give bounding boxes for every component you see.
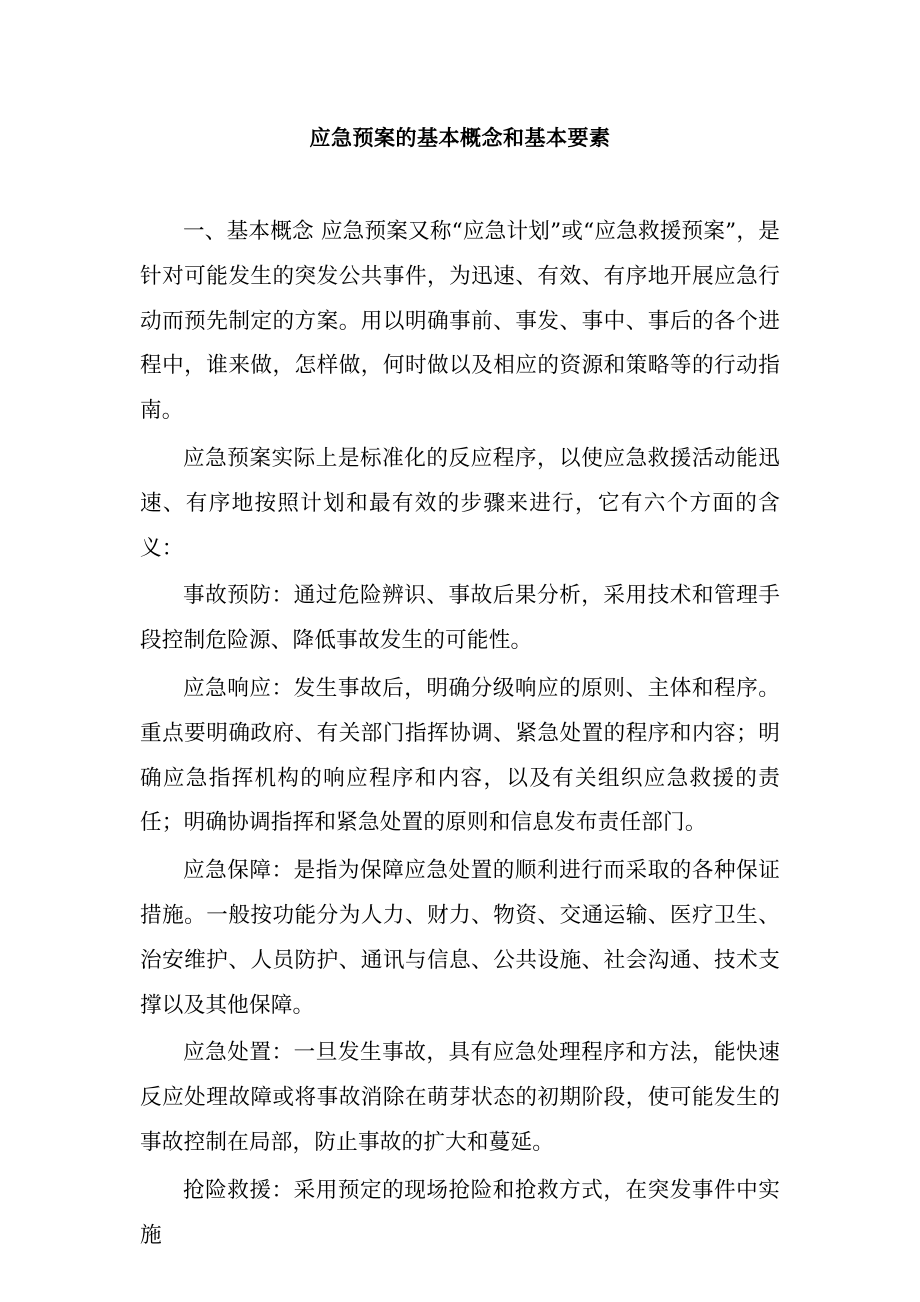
paragraph-emergency-support: 应急保障：是指为保障应急处置的顺利进行而采取的各种保证措施。一般按功能分为人力、财力、物资、交通运输、医疗卫生、治安维护、人员防护、通讯与信息、公共设施、社会沟通、技术支撑以及其他保障。 bbox=[140, 858, 780, 1018]
paragraph-standard-procedure: 应急预案实际上是标准化的反应程序，以使应急救援活动能迅速、有序地按照计划和最有效的步骤来进行，它有六个方面的含义： bbox=[140, 445, 780, 561]
document-body bbox=[140, 210, 780, 1261]
document-title: 应急预案的基本概念和基本要素 bbox=[309, 125, 611, 150]
paragraph-emergency-response: 应急响应：发生事故后，明确分级响应的原则、主体和程序。重点要明确政府、有关部门指挥协调、紧急处置的程序和内容；明确应急指挥机构的响应程序和内容，以及有关组织应急救援的责任；明确协调指挥和紧急处置的原则和信息发布责任部门。 bbox=[140, 675, 780, 836]
paragraph-accident-prevention: 事故预防：通过危险辨识、事故后果分析，采用技术和管理手段控制危险源、降低事故发生的可能性。 bbox=[140, 583, 780, 654]
paragraph-basic-concept: 一、基本概念 应急预案又称“应急计划”或“应急救援预案”，是针对可能发生的突发公共事件，为迅速、有效、有序地开展应急行动而预先制定的方案。用以明确事前、事发、事中、事后的各个进程中，谁来做，怎样做，何时做以及相应的资源和策略等的行动指南。 bbox=[140, 219, 780, 424]
paragraph-rescue: 抢险救援：采用预定的现场抢险和抢救方式，在突发事件中实施 bbox=[140, 1177, 780, 1248]
paragraph-emergency-handling: 应急处置：一旦发生事故，具有应急处理程序和方法，能快速反应处理故障或将事故消除在萌芽状态的初期阶段，使可能发生的事故控制在局部，防止事故的扩大和蔓延。 bbox=[140, 1040, 780, 1155]
